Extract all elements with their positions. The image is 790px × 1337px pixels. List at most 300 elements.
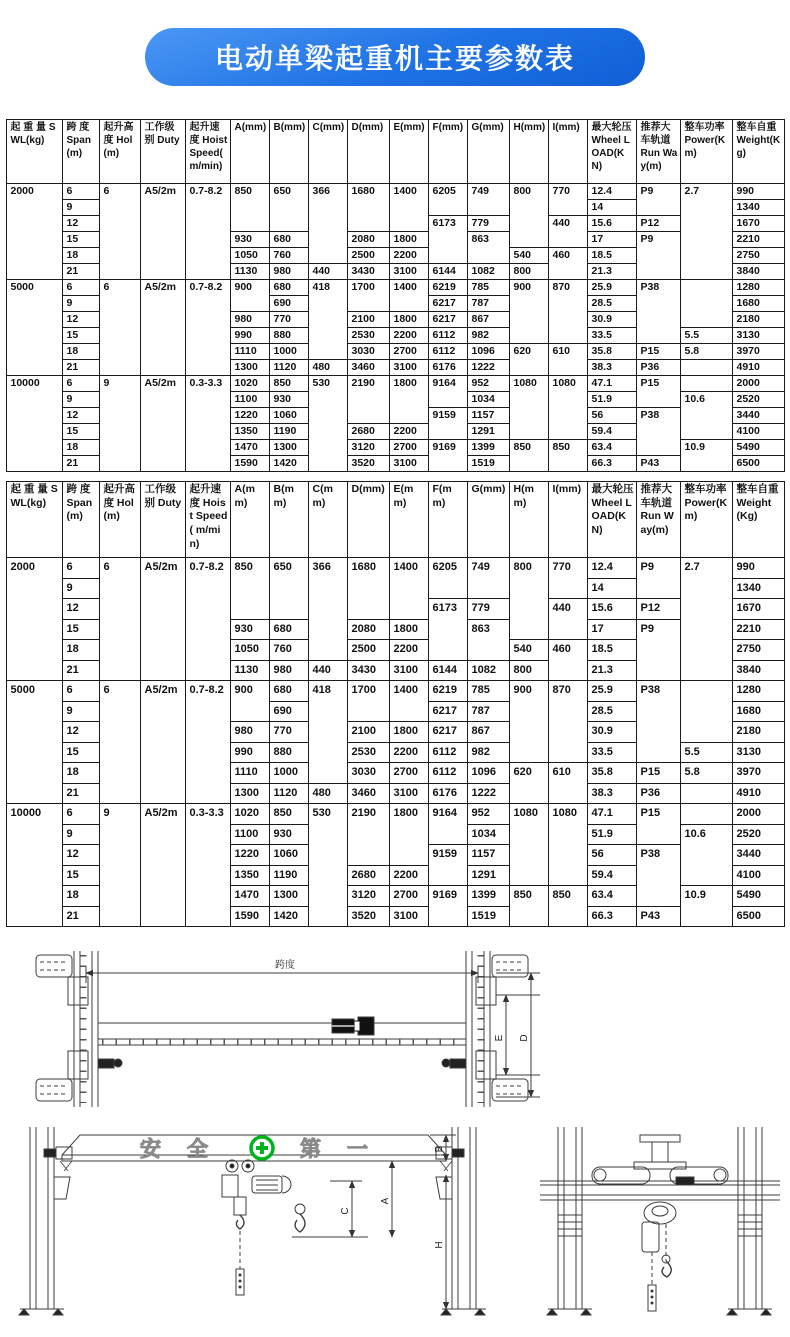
table-cell: P15 <box>636 344 680 360</box>
table-cell: 12 <box>62 312 99 328</box>
table-cell: 610 <box>548 763 587 804</box>
table-cell: 17 <box>587 232 636 248</box>
table-cell: 47.1 <box>587 804 636 825</box>
table-cell: 3430 <box>347 264 389 280</box>
table-cell: 760 <box>269 248 308 264</box>
left-runway-column <box>547 1127 592 1315</box>
table-cell: 2200 <box>389 248 428 264</box>
table-cell: 9 <box>62 824 99 845</box>
table-cell: 1080 <box>509 376 548 440</box>
table-cell: 2680 <box>347 865 389 886</box>
table-cell: 25.9 <box>587 681 636 702</box>
table-cell: 9164 <box>428 376 467 408</box>
end-view-hoist-icon <box>642 1202 676 1311</box>
table-cell: 980 <box>230 722 269 743</box>
table-cell: P15 <box>636 804 680 845</box>
table-cell: 2000 <box>732 804 784 825</box>
table-cell <box>680 376 732 392</box>
table-cell: A5/2m <box>140 376 185 472</box>
table-row <box>6 558 784 579</box>
table-cell: 2000 <box>6 558 62 681</box>
table-cell: 1800 <box>389 232 428 248</box>
table-cell: 6217 <box>428 312 467 328</box>
column-header: 推荐大车轨道 Run Way(m) <box>636 482 680 558</box>
table-cell: 850 <box>509 886 548 927</box>
table-cell: 1082 <box>467 264 509 280</box>
table-cell: 38.3 <box>587 783 636 804</box>
table-cell: 3100 <box>389 783 428 804</box>
table-cell: 1350 <box>230 424 269 440</box>
table-cell: 680 <box>269 681 308 702</box>
table-cell: 787 <box>467 701 509 722</box>
table-cell: 18 <box>62 248 99 264</box>
table-cell: 1280 <box>732 681 784 702</box>
column-header: E(mm) <box>389 482 428 558</box>
table-cell: 38.3 <box>587 360 636 376</box>
table-cell: 21 <box>62 360 99 376</box>
table-cell: 3520 <box>347 456 389 472</box>
table-cell: 3100 <box>389 660 428 681</box>
table-cell: 770 <box>269 722 308 743</box>
left-end-carriage <box>36 951 122 1107</box>
table-cell: 6217 <box>428 722 467 743</box>
table-cell: 56 <box>587 845 636 866</box>
table-cell: 47.1 <box>587 376 636 392</box>
table-cell: 980 <box>269 660 308 681</box>
table-cell: 460 <box>548 248 587 280</box>
table-cell: 540 <box>509 640 548 661</box>
table-cell: 12 <box>62 216 99 232</box>
table-cell: 21 <box>62 264 99 280</box>
column-header: 整车功率 Power(Km) <box>680 482 732 558</box>
table-cell: 1100 <box>230 392 269 408</box>
table-cell: 930 <box>269 392 308 408</box>
table-cell: 2190 <box>347 376 389 424</box>
table-cell: 18 <box>62 344 99 360</box>
table-cell: 2750 <box>732 640 784 661</box>
table-cell: 1340 <box>732 578 784 599</box>
table-cell: 1400 <box>389 184 428 232</box>
table-cell: 1400 <box>389 681 428 722</box>
table-cell: 2.7 <box>680 558 732 681</box>
table-cell: 51.9 <box>587 824 636 845</box>
table-body <box>6 558 784 927</box>
header-row <box>6 482 784 558</box>
column-header: 起 重 量 SWL(kg) <box>6 120 62 184</box>
table-cell: 35.8 <box>587 763 636 784</box>
table-cell: 1800 <box>389 312 428 328</box>
column-header: 工作级别 Duty <box>140 120 185 184</box>
table-cell: 12 <box>62 408 99 424</box>
table-cell: 2080 <box>347 619 389 640</box>
table-cell: P43 <box>636 906 680 927</box>
table-cell: 1519 <box>467 906 509 927</box>
table-cell: 0.7-8.2 <box>185 558 230 681</box>
column-header: 跨 度 Span(m) <box>62 120 99 184</box>
table-cell: 952 <box>467 376 509 392</box>
table-cell: 800 <box>509 660 548 681</box>
column-header: 跨 度 Span(m) <box>62 482 99 558</box>
table-cell: 418 <box>308 681 347 784</box>
table-cell: 2000 <box>6 184 62 280</box>
table-cell: 6205 <box>428 558 467 599</box>
table-cell: 930 <box>230 619 269 640</box>
table-cell: 3460 <box>347 783 389 804</box>
table-cell: 1190 <box>269 424 308 440</box>
table-cell: 9159 <box>428 408 467 440</box>
table-cell: 1400 <box>389 280 428 312</box>
table-cell: 2520 <box>732 824 784 845</box>
table-cell: 800 <box>509 558 548 640</box>
table-cell: 1800 <box>389 804 428 866</box>
table-cell: 21 <box>62 783 99 804</box>
column-header: D(mm) <box>347 120 389 184</box>
table-cell: 4910 <box>732 783 784 804</box>
table-cell: 18 <box>62 886 99 907</box>
table-cell: 610 <box>548 344 587 376</box>
right-runway-column <box>727 1127 772 1315</box>
table-cell: 17 <box>587 619 636 640</box>
table-cell: 1120 <box>269 783 308 804</box>
table-cell: 480 <box>308 783 347 804</box>
table-cell: 530 <box>308 376 347 472</box>
table-cell: 6 <box>62 804 99 825</box>
table-cell: 1519 <box>467 456 509 472</box>
table-cell: 14 <box>587 578 636 599</box>
table-cell: 0.7-8.2 <box>185 681 230 804</box>
table-cell: 1800 <box>389 722 428 743</box>
table-cell: 5.5 <box>680 742 732 763</box>
table-cell: 1130 <box>230 660 269 681</box>
table-cell: P15 <box>636 376 680 408</box>
table-cell: 800 <box>509 264 548 280</box>
table-cell: 6176 <box>428 783 467 804</box>
table-cell: 1080 <box>548 804 587 886</box>
table-cell: 1000 <box>269 344 308 360</box>
dimension-h-label: H <box>434 1241 445 1249</box>
table-cell: 6217 <box>428 701 467 722</box>
table-cell: 1420 <box>269 906 308 927</box>
table-cell: 900 <box>230 681 269 722</box>
table-cell: 3030 <box>347 763 389 784</box>
table-cell: 6112 <box>428 742 467 763</box>
hoist-trolley-icon <box>332 1017 374 1035</box>
table-cell: 10.9 <box>680 440 732 472</box>
column-header: A(mm) <box>230 120 269 184</box>
table-cell: 1082 <box>467 660 509 681</box>
column-header: 起升速度 Hoist Speed( m/min) <box>185 482 230 558</box>
table-cell: 480 <box>308 360 347 376</box>
table-cell: 440 <box>548 599 587 640</box>
table-cell: 800 <box>509 184 548 248</box>
table-cell: 2200 <box>389 742 428 763</box>
dimension-d-label: D <box>519 1034 530 1042</box>
table-cell: 1060 <box>269 845 308 866</box>
table-cell: 2200 <box>389 328 428 344</box>
table-cell: 3030 <box>347 344 389 360</box>
table-cell: 0.7-8.2 <box>185 184 230 280</box>
table-cell: 1034 <box>467 392 509 408</box>
table-cell: 2.7 <box>680 184 732 280</box>
table-cell: 3130 <box>732 328 784 344</box>
table-cell: 15 <box>62 424 99 440</box>
table-cell: 28.5 <box>587 701 636 722</box>
table-cell: 18 <box>62 440 99 456</box>
table-cell: 5490 <box>732 440 784 456</box>
table-cell: 2700 <box>389 763 428 784</box>
table-row <box>6 681 784 702</box>
table-cell: 1157 <box>467 845 509 866</box>
table-cell: 1399 <box>467 886 509 907</box>
table-header <box>6 120 784 184</box>
table-cell: P9 <box>636 558 680 599</box>
table-cell: 12 <box>62 722 99 743</box>
table-cell: 3840 <box>732 660 784 681</box>
table-cell: 785 <box>467 280 509 296</box>
column-header: 最大轮压 Wheel LOAD(KN) <box>587 482 636 558</box>
table-cell: 1034 <box>467 824 509 845</box>
dimension-e-label: E <box>494 1034 505 1042</box>
table-cell: 4100 <box>732 865 784 886</box>
table-cell: 850 <box>548 886 587 927</box>
table-cell: 2180 <box>732 722 784 743</box>
table-cell: 1350 <box>230 865 269 886</box>
table-cell: 0.3-3.3 <box>185 804 230 927</box>
table-cell: 1110 <box>230 344 269 360</box>
table-cell: 650 <box>269 558 308 620</box>
table-cell: 850 <box>509 440 548 472</box>
table-cell: 2100 <box>347 722 389 743</box>
table-cell: 1300 <box>230 783 269 804</box>
table-cell: 6500 <box>732 906 784 927</box>
table-cell: 990 <box>230 328 269 344</box>
table-cell: 9 <box>62 392 99 408</box>
table-cell: 760 <box>269 640 308 661</box>
table-cell: 440 <box>308 264 347 280</box>
table-row <box>6 280 784 296</box>
table-cell: 1060 <box>269 408 308 424</box>
table-cell: 66.3 <box>587 456 636 472</box>
table-cell: 6144 <box>428 264 467 280</box>
table-cell: 418 <box>308 280 347 360</box>
table-cell: 2210 <box>732 619 784 640</box>
table-cell: 6 <box>62 184 99 200</box>
table-cell: 2700 <box>389 440 428 456</box>
table-cell: 1670 <box>732 216 784 232</box>
column-header: I(mm) <box>548 120 587 184</box>
table-cell: P12 <box>636 216 680 232</box>
table-cell: 9 <box>62 578 99 599</box>
table-cell: 3440 <box>732 408 784 424</box>
table-cell: P36 <box>636 783 680 804</box>
table-cell: 1291 <box>467 424 509 440</box>
table-cell: 863 <box>467 619 509 660</box>
table-cell: 21.3 <box>587 660 636 681</box>
table-cell: P9 <box>636 619 680 681</box>
dimension-c-label: C <box>340 1207 351 1215</box>
table-cell: 9159 <box>428 845 467 886</box>
table-cell: 1080 <box>509 804 548 886</box>
table-cell: 1590 <box>230 906 269 927</box>
table-cell: 870 <box>548 681 587 763</box>
column-header: E(mm) <box>389 120 428 184</box>
table-cell <box>680 783 732 804</box>
table-cell: 10.6 <box>680 824 732 886</box>
table-cell: 1590 <box>230 456 269 472</box>
table-cell: 12 <box>62 599 99 620</box>
column-header: C(mm) <box>308 120 347 184</box>
table-cell: 1050 <box>230 640 269 661</box>
table-cell: 787 <box>467 296 509 312</box>
table-cell: 1120 <box>269 360 308 376</box>
table-cell: 990 <box>732 184 784 200</box>
table-cell: 6176 <box>428 360 467 376</box>
table-cell: 366 <box>308 184 347 264</box>
table-cell: 3430 <box>347 660 389 681</box>
column-header: B(mm) <box>269 482 308 558</box>
bridge-girder <box>98 1023 466 1045</box>
table-cell: 10.6 <box>680 392 732 440</box>
table-cell: 980 <box>269 264 308 280</box>
table-cell: 1300 <box>230 360 269 376</box>
table-cell: 3440 <box>732 845 784 866</box>
table-cell: 9169 <box>428 886 467 927</box>
table-cell: 35.8 <box>587 344 636 360</box>
table-cell: 680 <box>269 280 308 296</box>
table-cell: 770 <box>548 558 587 599</box>
table-cell: 21 <box>62 456 99 472</box>
table-cell: 990 <box>230 742 269 763</box>
table-cell: 620 <box>509 344 548 376</box>
table-cell: 850 <box>269 804 308 825</box>
table-cell: 3970 <box>732 344 784 360</box>
header-row <box>6 120 784 184</box>
table-cell: 1470 <box>230 886 269 907</box>
table-cell: 749 <box>467 558 509 599</box>
table-cell: 785 <box>467 681 509 702</box>
title-banner <box>145 28 645 86</box>
column-header: A(mm) <box>230 482 269 558</box>
table-cell: 6144 <box>428 660 467 681</box>
column-header: I(mm) <box>548 482 587 558</box>
table-cell: 770 <box>269 312 308 328</box>
table-row <box>6 376 784 392</box>
dimension-a-label: A <box>380 1197 391 1205</box>
table-cell: 1220 <box>230 845 269 866</box>
table-cell: 880 <box>269 742 308 763</box>
elevation-drawing <box>0 1119 790 1333</box>
table-cell: 15 <box>62 619 99 640</box>
table-cell: 15 <box>62 865 99 886</box>
table-cell: 690 <box>269 701 308 722</box>
table-cell: 51.9 <box>587 392 636 408</box>
table-cell: 18 <box>62 640 99 661</box>
column-header: 工作级别 Duty <box>140 482 185 558</box>
table-cell: 1291 <box>467 865 509 886</box>
table-cell: 850 <box>230 558 269 620</box>
table-cell: 863 <box>467 232 509 264</box>
table-cell: 21.3 <box>587 264 636 280</box>
table-cell: 6217 <box>428 296 467 312</box>
table-cell: 6219 <box>428 280 467 296</box>
table-cell: 3100 <box>389 360 428 376</box>
table-body <box>6 184 784 472</box>
table-cell: 21 <box>62 660 99 681</box>
table-cell: 1222 <box>467 783 509 804</box>
hook-icon <box>292 1204 368 1237</box>
column-header: C(mm) <box>308 482 347 558</box>
table-cell: 2500 <box>347 640 389 661</box>
table-cell: 1020 <box>230 804 269 825</box>
table-cell: 9164 <box>428 804 467 845</box>
table-cell: 620 <box>509 763 548 804</box>
table-row <box>6 184 784 200</box>
column-header: F(mm) <box>428 120 467 184</box>
table-cell: 3120 <box>347 886 389 907</box>
girder-slogan-left: 安全 <box>140 1138 234 1161</box>
table-cell: 12 <box>62 845 99 866</box>
table-cell: 4910 <box>732 360 784 376</box>
table-cell: 15 <box>62 232 99 248</box>
table-cell: 5000 <box>6 280 62 376</box>
table-cell: 2520 <box>732 392 784 408</box>
table-cell: 982 <box>467 328 509 344</box>
table-cell: A5/2m <box>140 558 185 681</box>
table-cell: 1340 <box>732 200 784 216</box>
table-cell: 30.9 <box>587 722 636 743</box>
column-header: 整车自重 Weight(Kg) <box>732 120 784 184</box>
table-cell: 540 <box>509 248 548 264</box>
table-cell: 850 <box>548 440 587 472</box>
table-cell: 850 <box>269 376 308 392</box>
table-cell: 1157 <box>467 408 509 424</box>
table-cell: 1130 <box>230 264 269 280</box>
table-cell: 66.3 <box>587 906 636 927</box>
table-cell: 1670 <box>732 599 784 620</box>
table-cell: 18.5 <box>587 248 636 264</box>
table-cell: 870 <box>548 280 587 344</box>
table-cell: 1700 <box>347 280 389 312</box>
table-cell: 1420 <box>269 456 308 472</box>
girder-cross-section <box>592 1135 728 1185</box>
table-header <box>6 482 784 558</box>
table-cell: 6112 <box>428 328 467 344</box>
table-cell: 1000 <box>269 763 308 784</box>
column-header: 起升高度 Hol(m) <box>99 482 140 558</box>
table-cell: 980 <box>230 312 269 328</box>
table-cell: 5.8 <box>680 763 732 784</box>
table-cell: 6173 <box>428 216 467 264</box>
table-cell: 2700 <box>389 886 428 907</box>
table-cell: A5/2m <box>140 184 185 280</box>
table-cell: 14 <box>587 200 636 216</box>
table-cell: 2530 <box>347 742 389 763</box>
table-cell: 15.6 <box>587 216 636 232</box>
table-cell: 680 <box>269 232 308 248</box>
table-cell: 4100 <box>732 424 784 440</box>
girder-slogan-right: 第一 <box>300 1138 394 1161</box>
table-cell: 440 <box>548 216 587 248</box>
table-cell: 2100 <box>347 312 389 328</box>
table-cell: 1800 <box>389 376 428 424</box>
table-cell: 1470 <box>230 440 269 456</box>
table-cell: 1300 <box>269 440 308 456</box>
table-cell: 6112 <box>428 344 467 360</box>
table-cell: 1680 <box>732 296 784 312</box>
table-cell: 2750 <box>732 248 784 264</box>
table-cell: P12 <box>636 599 680 620</box>
table-cell: 3520 <box>347 906 389 927</box>
